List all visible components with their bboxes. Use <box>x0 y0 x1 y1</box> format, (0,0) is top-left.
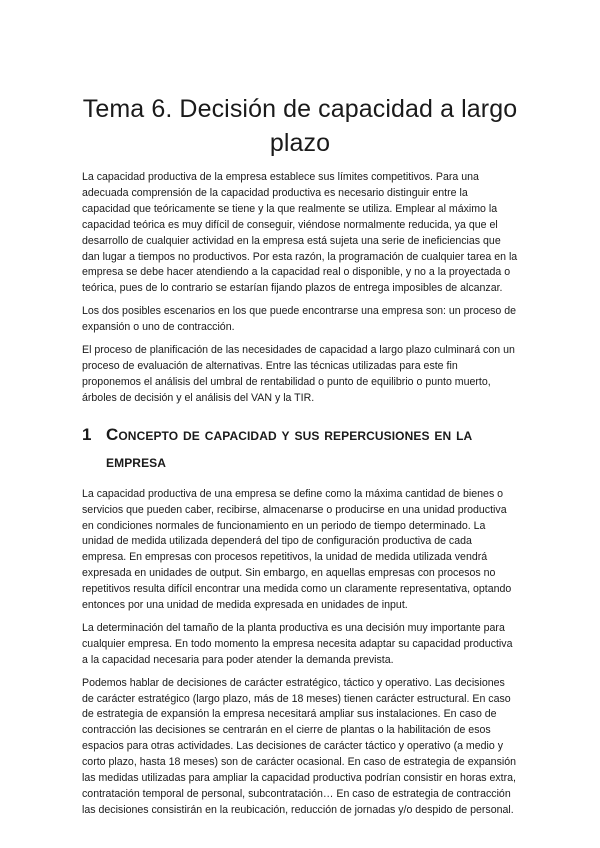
section-heading <box>82 421 518 475</box>
section-paragraph-3: Podemos hablar de decisiones de carácter estratégico, táctico y operativo. Las decisiones de carácter estratégico (largo plazo, más de 18 meses) tienen carácter estructural. En caso de estrategia de expansión la empresa necesitará ampliar sus instalaciones. En caso de contracción las decisiones se centrarán en el cierre de plantas o la habilitación de esos espacios para otras actividades. Las decisiones de carácter táctico y operativo (a medio y corto plazo, hasta 18 meses) son de carácter ocasional. En caso de estrategia de expansión las medidas utilizadas para ampliar la capacidad productiva podrían consistir en horas extra, contratación temporal de personal, subcontratación… En caso de estrategia de contracción las decisiones consistirán en la reubicación, reducción de jornadas y/o despido de personal. <box>82 676 517 816</box>
section-title: Concepto de capacidad y sus repercusiones en la empresa <box>106 424 473 471</box>
section-number: 1 <box>82 424 92 444</box>
section-paragraph-2: La determinación del tamaño de la planta productiva es una decisión muy importante para cualquier empresa. En todo momento la empresa necesita adaptar su capacidad productiva a la capacidad necesaria para poder atender la demanda prevista. <box>82 621 513 666</box>
intro-paragraph-2: Los dos posibles escenarios en los que puede encontrarse una empresa son: un proceso de expansión o uno de contracción. <box>82 305 517 334</box>
document-title: Tema 6. Decisión de capacidad a largo plazo <box>82 95 518 157</box>
intro-paragraph-3: El proceso de planificación de las necesidades de capacidad a largo plazo culminará con un proceso de evaluación de alternativas. Entre las técnicas utilizadas para este fin proponemos el análisis del umbral de rentabilidad o punto de equilibrio o punto muerto, árboles de decisión y el análisis del VAN y la TIR. <box>82 344 515 404</box>
section-paragraph-1: La capacidad productiva de una empresa se define como la máxima cantidad de bienes o servicios que pueden caber, recibirse, almacenarse o producirse en una unidad productiva en condiciones normales de funcionamiento en un periodo de tiempo determinado. La unidad de medida utilizada dependerá del tipo de configuración productiva de cada empresa. En empresas con procesos repetitivos, la unidad de medida utilizada vendrá expresada en unidades de output. Sin embargo, en aquellas empresas con procesos no repetitivos resulta difícil encontrar una medida como un claramente representativa, optando entonces por una unidad de medida expresada en unidades de input. <box>82 487 512 612</box>
intro-paragraph-1: La capacidad productiva de la empresa establece sus límites competitivos. Para una adecuada comprensión de la capacidad productiva es necesario distinguir entre la capacidad que teóricamente se tiene y la que realmente se utiliza. Emplear al máximo la capacidad teórica es muy difícil de conseguir, viéndose normalmente reducida, ya que el desarrollo de cualquier actividad en la empresa está sujeta una serie de ineficiencias que dan lugar a tiempos no productivos. Por esta razón, la programación de cualquier tarea en la empresa se debe hacer atendiendo a la capacidad real o disponible, y no a la proyectada o teórica, pues de lo contrario se estarían fijando plazos de entrega imposibles de alcanzar. <box>82 171 518 295</box>
